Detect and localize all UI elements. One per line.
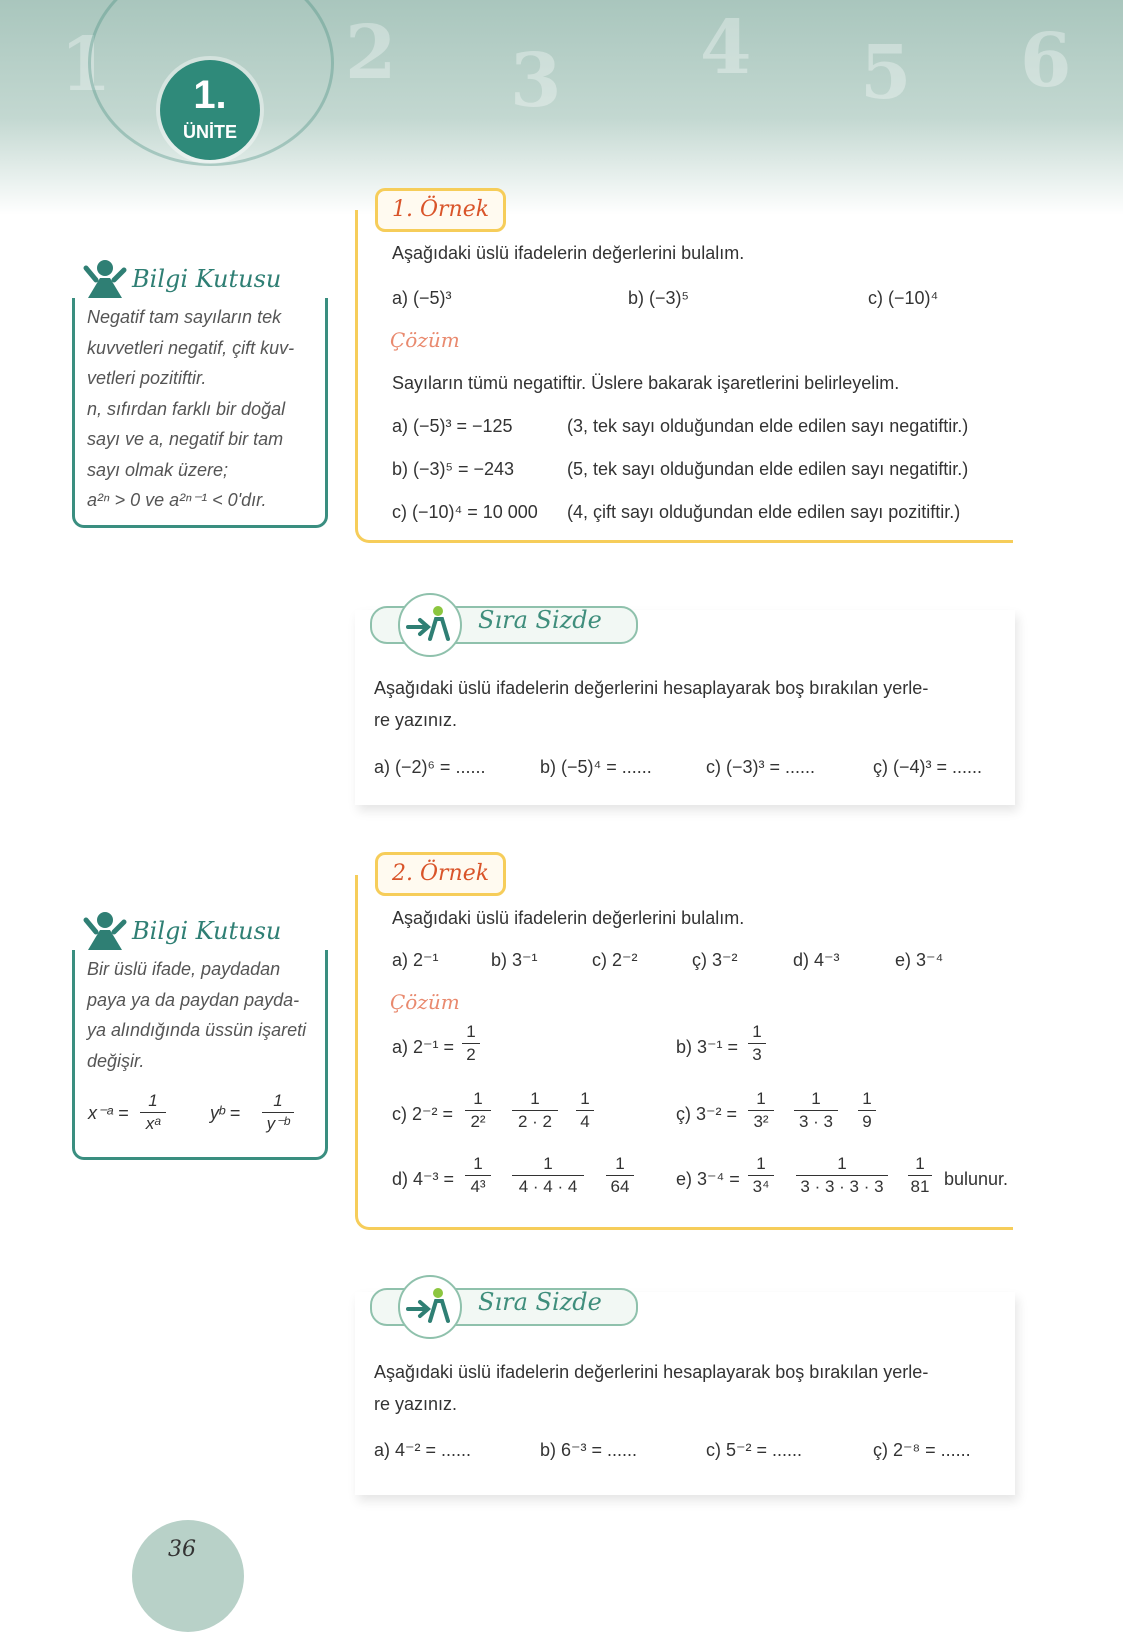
info-text-line: vetleri pozitiftir. [87,368,207,388]
example-2-item: ç) 3⁻² [692,950,738,970]
sira-sizde-2-title: Sıra Sizde [478,1288,602,1316]
unit-label: ÜNİTE [183,122,237,142]
fraction: 1 4 [576,1089,594,1132]
example-2-item: e) 3⁻⁴ [895,950,944,970]
solution-a-lhs: a) 2⁻¹ = [392,1037,455,1057]
solution-d-lhs: d) 4⁻³ = [392,1169,455,1189]
sira-sizde-1-title: Sıra Sizde [478,606,602,634]
solution-note: (3, tek sayı olduğundan elde edilen sayı negatiftir.) [567,416,969,436]
example-1-item: c) (−10)⁴ [868,288,939,308]
solution-note: (4, çift sayı olduğundan elde edilen sayı pozitiftir.) [567,502,961,522]
bulunur-suffix: bulunur. [944,1169,1009,1189]
solution-b-lhs: b) 3⁻¹ = [676,1037,739,1057]
cozum-heading: Çözüm [390,990,460,1014]
formula-right-fraction: 1 y⁻ᵇ [262,1091,294,1134]
info-text-line: değişir. [87,1050,145,1071]
thinking-person-icon [82,258,128,300]
example-1-tab: 1. Örnek [375,188,506,232]
info-text-line: paya ya da paydan payda- [87,989,300,1010]
fraction: 1 3² [748,1089,774,1132]
info-text-line: Bir üslü ifade, paydadan [87,959,281,979]
solution-expr: c) (−10)⁴ = 10 000 [392,502,538,522]
fraction: 1 3 · 3 [794,1089,838,1132]
sira-2-prompt: re yazınız. [374,1394,458,1414]
sira-2-item: a) 4⁻² = ...... [374,1440,472,1460]
fraction: 1 64 [606,1154,634,1197]
thinking-person-icon [82,910,128,952]
decorative-number: 2 [345,10,397,96]
formula-left-lhs: x⁻ᵃ = [88,1103,129,1123]
example-2-tab: 2. Örnek [375,852,506,896]
fraction: 1 2 · 2 [512,1089,558,1132]
example-2-item: c) 2⁻² [592,950,638,970]
solution-expr: a) (−5)³ = −125 [392,416,513,436]
fraction: 1 81 [908,1154,932,1197]
solution-e-lhs: e) 3⁻⁴ = [676,1169,740,1189]
fraction: 1 4 · 4 · 4 [512,1154,584,1197]
info-box-title: Bilgi Kutusu [132,265,282,293]
info-text-line: n, sıfırdan farklı bir doğal [87,398,286,419]
sira-sizde-1-badge [398,593,462,657]
info-box-title: Bilgi Kutusu [132,917,282,945]
info-box-2-header [82,910,281,952]
fraction: 1 4³ [465,1154,491,1197]
sira-2-item: b) 6⁻³ = ...... [540,1440,638,1460]
info-formula: a²ⁿ > 0 ve a²ⁿ⁻¹ < 0'dır. [87,490,267,510]
unit-number: 1. [193,73,227,117]
decorative-number: 1 [60,22,112,108]
info-text-line: kuvvetleri negatif, çift kuv- [87,337,295,358]
sira-2-item: c) 5⁻² = ...... [706,1440,803,1460]
sira-2-item: ç) 2⁻⁸ = ...... [873,1440,971,1460]
info-text-line: sayı olmak üzere; [87,459,229,480]
sira-1-item: ç) (−4)³ = ...... [873,757,983,777]
formula-right-lhs: yᵇ = [210,1103,241,1123]
arrow-person-icon [400,1277,460,1337]
sira-1-prompt: Aşağıdaki üslü ifadelerin değerlerini hesaplayarak boş bırakılan yerle- [374,678,929,698]
example-2-item: d) 4⁻³ [793,950,840,970]
sira-1-item: b) (−5)⁴ = ...... [540,757,652,777]
fraction: 1 3⁴ [748,1154,774,1197]
decorative-number: 4 [700,5,752,91]
arrow-person-icon [400,595,460,655]
solution-cc-lhs: ç) 3⁻² = [676,1104,738,1124]
solution-intro: Sayıların tümü negatiftir. Üslere bakarak işaretlerini belirleyelim. [392,373,900,393]
solution-expr: b) (−3)⁵ = −243 [392,459,515,479]
decorative-number: 3 [510,38,562,124]
info-text-line: ya alındığında üssün işareti [87,1020,307,1040]
formula-left-fraction: 1 xᵃ [140,1091,166,1134]
sira-1-item: a) (−2)⁶ = ...... [374,757,486,777]
decorative-number: 6 [1020,18,1072,104]
fraction: 1 2² [465,1089,491,1132]
info-text-line: sayı ve a, negatif bir tam [87,429,284,449]
example-2-prompt: Aşağıdaki üslü ifadelerin değerlerini bulalım. [392,908,745,928]
example-1-item: b) (−3)⁵ [628,288,689,308]
sira-sizde-2-badge [398,1275,462,1339]
example-1-item: a) (−5)³ [392,288,452,308]
sira-1-item: c) (−3)³ = ...... [706,757,816,777]
fraction: 1 3 · 3 · 3 · 3 [796,1154,888,1197]
fraction: 1 2 [462,1022,480,1065]
example-2-item: b) 3⁻¹ [491,950,538,970]
info-box-1 [72,298,328,528]
solution-note: (5, tek sayı olduğundan elde edilen sayı negatiftir.) [567,459,969,479]
page-header-banner [0,0,1123,215]
example-2-item: a) 2⁻¹ [392,950,439,970]
info-box-1-header [82,258,281,300]
decorative-number: 5 [860,30,912,116]
sira-1-prompt: re yazınız. [374,710,458,730]
fraction: 1 9 [858,1089,876,1132]
sira-2-prompt: Aşağıdaki üslü ifadelerin değerlerini hesaplayarak boş bırakılan yerle- [374,1362,929,1382]
unit-badge [160,60,260,160]
fraction: 1 3 [748,1022,766,1065]
cozum-heading: Çözüm [390,328,460,352]
page-number: 36 [168,1537,196,1562]
info-text-line: Negatif tam sayıların tek [87,307,282,327]
solution-c-lhs: c) 2⁻² = [392,1104,454,1124]
example-1-prompt: Aşağıdaki üslü ifadelerin değerlerini bulalım. [392,243,745,263]
